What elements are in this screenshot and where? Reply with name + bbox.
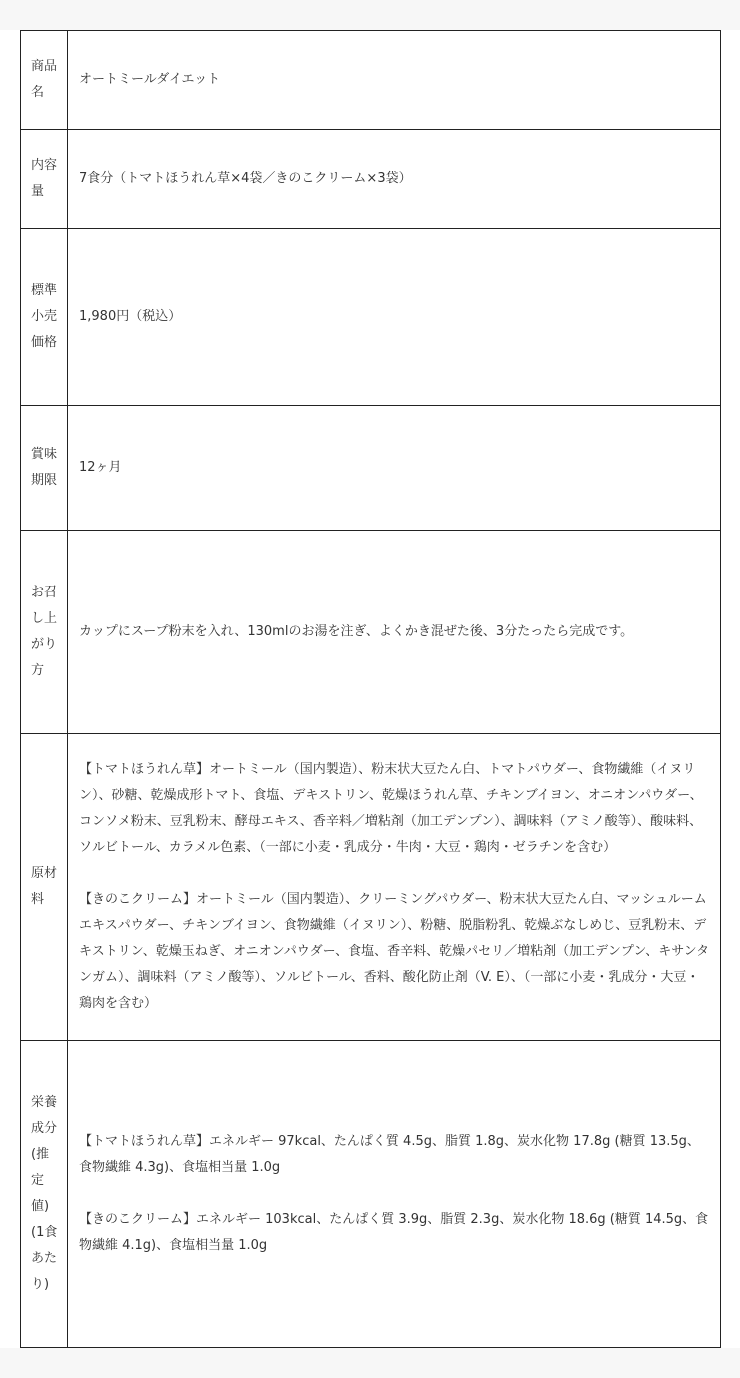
row-label: 商品名 — [21, 31, 68, 130]
row-label: 栄養成分(推定値)(1食あたり) — [21, 1041, 68, 1348]
table-row-best-before — [21, 406, 721, 531]
value-text: 【トマトほうれん草】オートミール（国内製造）、粉末状大豆たん白、トマトパウダー、食物繊維（イヌリン）、砂糖、乾燥成形トマト、食塩、デキストリン、乾燥ほうれん草、チキンブイヨン、オニオンパウダー、コンソメ粉末、豆乳粉末、酵母エキス、香辛料／増粘剤（加工デンプン）、調味料（アミノ酸等）、酸味料、ソルビトール、カラメル色素、（一部に小麦・乳成分・牛肉・大豆・鶏肉・ゼラチンを含む） — [79, 762, 703, 855]
table-row-nutrition — [21, 1041, 721, 1348]
table-row-price — [21, 229, 721, 406]
row-value — [68, 1041, 721, 1348]
row-value — [68, 229, 721, 406]
value-text: 【きのこクリーム】エネルギー 103kcal、たんぱく質 3.9g、脂質 2.3g、炭水化物 18.6g (糖質 14.5g、食物繊維 4.1g)、食塩相当量 1.0g — [79, 1212, 709, 1253]
product-spec-table — [20, 30, 721, 1348]
row-value — [68, 406, 721, 531]
table-row-product-name — [21, 31, 721, 130]
row-value — [68, 130, 721, 229]
value-text: 7食分（トマトほうれん草×4袋／きのこクリーム×3袋） — [79, 171, 412, 186]
row-value — [68, 734, 721, 1041]
row-value — [68, 31, 721, 130]
row-label: 標準小売価格 — [21, 229, 68, 406]
table-row-ingredients — [21, 734, 721, 1041]
value-text: 【トマトほうれん草】エネルギー 97kcal、たんぱく質 4.5g、脂質 1.8g、炭水化物 17.8g (糖質 13.5g、食物繊維 4.3g)、食塩相当量 1.0g — [79, 1134, 700, 1175]
table-row-how-to-prepare — [21, 531, 721, 734]
row-label: 賞味期限 — [21, 406, 68, 531]
value-text: 12ヶ月 — [79, 460, 122, 475]
value-text: オートミールダイエット — [79, 72, 221, 87]
value-text: 1,980円（税込） — [79, 309, 182, 324]
table-row-contents — [21, 130, 721, 229]
row-label: お召し上がり方 — [21, 531, 68, 734]
paragraph-gap — [79, 1181, 712, 1207]
paragraph-gap — [79, 861, 712, 887]
page-sheet — [0, 30, 740, 1348]
row-value — [68, 531, 721, 734]
value-text: 【きのこクリーム】オートミール（国内製造）、クリーミングパウダー、粉末状大豆たん白、マッシュルームエキスパウダー、チキンブイヨン、食物繊維（イヌリン）、粉糖、脱脂粉乳、乾燥ぶなしめじ、豆乳粉末、デキストリン、乾燥玉ねぎ、オニオンパウダー、食塩、香辛料、乾燥パセリ／増粘剤（加工デンプン、キサンタンガム）、調味料（アミノ酸等）、ソルビトール、香料、酸化防止剤（V. E）、（一部に小麦・乳成分・大豆・鶏肉を含む） — [79, 892, 710, 1011]
row-label: 原材料 — [21, 734, 68, 1041]
value-text: カップにスープ粉末を入れ、130mlのお湯を注ぎ、よくかき混ぜた後、3分たったら完成です。 — [79, 624, 634, 639]
row-label: 内容量 — [21, 130, 68, 229]
